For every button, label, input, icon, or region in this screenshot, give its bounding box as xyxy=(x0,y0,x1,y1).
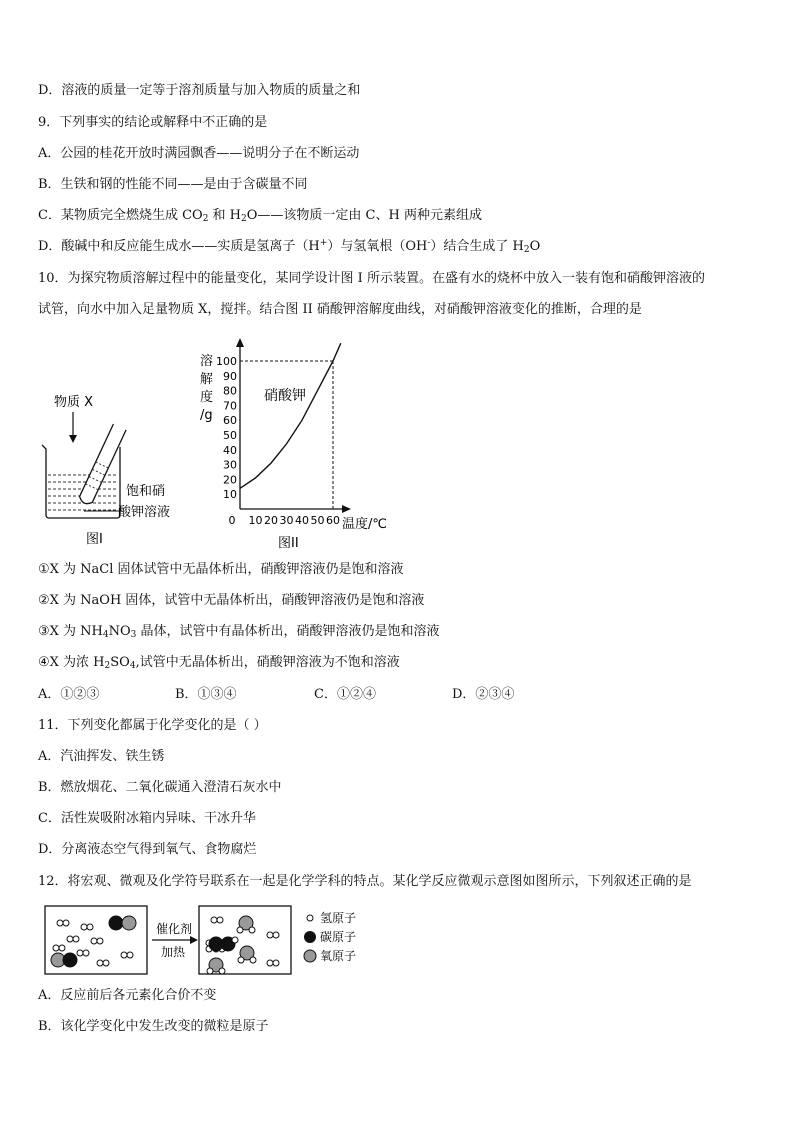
y-tick-label: 100 xyxy=(216,355,237,368)
y-axis-label: 解 xyxy=(200,372,214,387)
legend xyxy=(304,911,356,963)
arrow-label-catalyst: 催化剂 xyxy=(156,922,193,936)
q9-option-c: C．某物质完全燃烧生成 $CO_2$ 和 $H_2O——$该物质一定由 C、H 两种元素组成 xyxy=(38,208,482,224)
q10-statement-3: ③X 为 $NH_4NO_3$ 晶体，试管中有晶体析出，硝酸钾溶液仍是饱和溶液 xyxy=(38,624,440,640)
q10-statement-2: ②X 为 NaOH 固体，试管中无晶体析出，硝酸钾溶液仍是饱和溶液 xyxy=(38,593,425,608)
series-line-kno3 xyxy=(240,343,341,488)
x-tick-label: 40 xyxy=(295,514,309,527)
legend-hydrogen-label: 氢原子 xyxy=(320,911,357,925)
q10-statement-4: ④X 为浓 $H_2SO_4$,试管中无晶体析出，硝酸钾溶液为不饱和溶液 xyxy=(38,655,400,671)
y-axis-label: 溶 xyxy=(200,354,214,369)
y-tick-label: 90 xyxy=(223,369,237,383)
x-tick-label: 50 xyxy=(310,514,325,527)
y-tick-label: 50 xyxy=(223,429,237,442)
curve-label: 硝酸钾 xyxy=(264,388,306,404)
legend-carbon-symbol xyxy=(304,931,316,943)
y-tick-label: 70 xyxy=(223,399,237,413)
legend-hydrogen-symbol xyxy=(307,915,313,921)
q9-option-b: B．生铁和钢的性能不同——是由于含碳量不同 xyxy=(38,177,308,192)
q12-stem: 12．将宏观、微观及化学符号联系在一起是化学学科的特点。某化学反应微观示意图如图所示，下列叙述正确的是 xyxy=(38,874,692,889)
x-tick-label: 20 xyxy=(264,514,278,527)
fig1-label-substance-x: 物质 X xyxy=(54,395,94,410)
x-tick-label: 10 xyxy=(248,514,263,527)
fig1-label-solution-1: 饱和硝 xyxy=(126,484,166,499)
q9-option-d: D．酸碱中和反应能生成水——实质是氢离子（H+）与氢氧根（OH-）结合生成了 $H_2O$ xyxy=(38,238,541,255)
legend-oxygen-label: 氧原子 xyxy=(320,949,357,963)
legend-carbon-label: 碳原子 xyxy=(320,930,357,944)
y-tick-label: 20 xyxy=(223,473,237,487)
arrow-label-heat: 加热 xyxy=(161,945,186,959)
q10-option-d: D．②③④ xyxy=(452,687,515,702)
q12-option-a: A．反应前后各元素化合价不变 xyxy=(38,988,217,1003)
q11-option-d: D．分离液态空气得到氧气、食物腐烂 xyxy=(38,842,257,857)
y-tick-label: 60 xyxy=(223,414,237,428)
q9-option-a: A．公园的桂花开放时满园飘香——说明分子在不断运动 xyxy=(38,146,360,161)
y-axis-label: /g xyxy=(200,408,213,423)
q10-option-c: C．①②④ xyxy=(314,687,376,702)
y-axis-label: 度 xyxy=(200,390,214,405)
q11-option-b: B．燃放烟花、二氧化碳通入澄清石灰水中 xyxy=(38,780,282,795)
q11-stem: 11．下列变化都属于化学变化的是（ ） xyxy=(38,718,267,733)
q10-stem-line2: 试管，向水中加入足量物质 X，搅拌。结合图 II 硝酸钾溶解度曲线，对硝酸钾溶液变化的推断，合理的是 xyxy=(38,302,642,317)
y-tick-label: 30 xyxy=(223,458,237,472)
x-axis-arrow xyxy=(342,505,351,513)
y-tick-label: 40 xyxy=(223,443,237,457)
reaction-arrow-head xyxy=(190,936,198,944)
x-tick-label: 30 xyxy=(279,514,294,527)
q10-option-a: A．①②③ xyxy=(38,687,100,702)
legend-oxygen-symbol xyxy=(304,950,316,962)
q12-reaction-diagram xyxy=(44,903,374,978)
y-axis-arrow xyxy=(236,338,244,347)
fig1-arrow-head xyxy=(69,435,77,443)
q10-option-b: B．①③④ xyxy=(175,687,237,702)
y-tick-label: 80 xyxy=(223,384,237,398)
q11-option-c: C．活性炭吸附冰箱内异味、干冰升华 xyxy=(38,811,256,826)
fig1-test-tube xyxy=(78,424,126,506)
q8-option-d: D．溶液的质量一定等于溶剂质量与加入物质的质量之和 xyxy=(38,83,361,98)
q12-option-b: B．该化学变化中发生改变的微粒是原子 xyxy=(38,1019,269,1034)
q9-stem: 9．下列事实的结论或解释中不正确的是 xyxy=(38,115,268,130)
q10-statement-1: ①X 为 NaCl 固体试管中无晶体析出，硝酸钾溶液仍是饱和溶液 xyxy=(38,562,404,577)
x-tick-label: 60 xyxy=(326,514,340,527)
fig1-label-solution-2: 酸钾溶液 xyxy=(118,505,171,520)
fig1-caption: 图I xyxy=(86,532,103,547)
q11-option-a: A．汽油挥发、铁生锈 xyxy=(38,749,165,764)
x-axis-label: 温度/℃ xyxy=(342,517,387,532)
figure-1-beaker xyxy=(40,385,200,555)
x-tick-label: 0 xyxy=(228,514,236,527)
figure-2-solubility-chart xyxy=(196,335,406,555)
q10-stem-line1: 10．为探究物质溶解过程中的能量变化，某同学设计图 I 所示装置。在盛有水的烧杯中放入一装有饱和硝酸钾溶液的 xyxy=(38,271,705,286)
y-tick-label: 10 xyxy=(223,488,237,502)
fig2-caption: 图II xyxy=(278,536,299,551)
